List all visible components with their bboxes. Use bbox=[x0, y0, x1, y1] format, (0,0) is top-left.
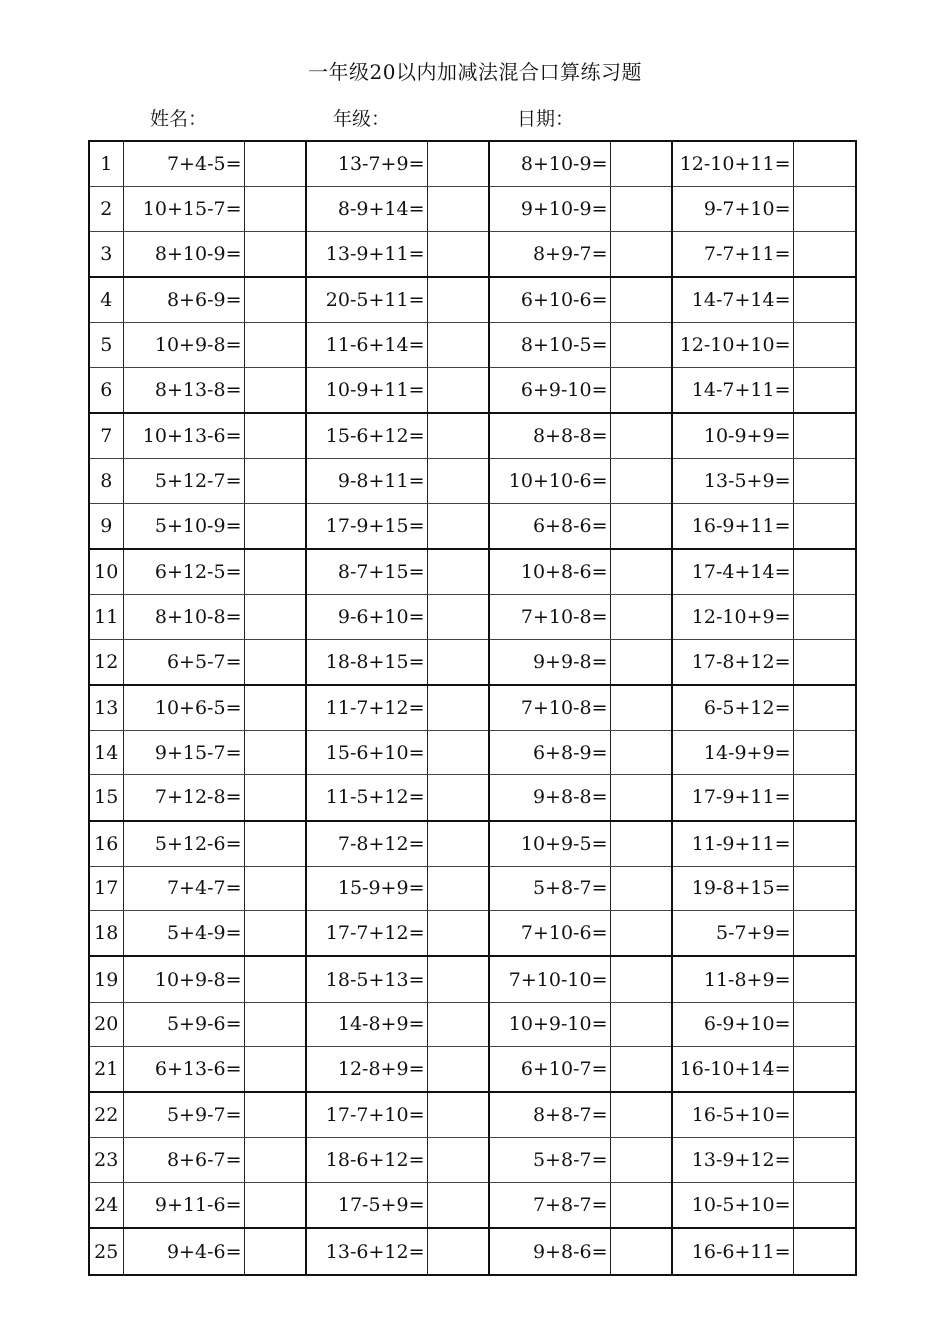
problem-expression: 8+10-5= bbox=[489, 323, 610, 368]
problem-expression: 6+5-7= bbox=[123, 639, 244, 685]
problem-expression: 18-5+13= bbox=[306, 956, 427, 1002]
problem-expression: 13-9+12= bbox=[672, 1138, 793, 1183]
table-row bbox=[89, 775, 856, 821]
problem-expression: 8+9-7= bbox=[489, 231, 610, 277]
answer-cell[interactable] bbox=[610, 1092, 672, 1138]
problem-expression: 16-9+11= bbox=[672, 503, 793, 549]
problem-expression: 10-9+11= bbox=[306, 367, 427, 413]
answer-cell[interactable] bbox=[244, 775, 306, 821]
row-number: 9 bbox=[89, 503, 123, 549]
answer-cell[interactable] bbox=[610, 956, 672, 1002]
problem-expression: 18-8+15= bbox=[306, 639, 427, 685]
answer-cell[interactable] bbox=[244, 323, 306, 368]
answer-cell[interactable] bbox=[427, 956, 489, 1002]
answer-cell[interactable] bbox=[793, 1092, 856, 1138]
problem-expression: 6+13-6= bbox=[123, 1047, 244, 1093]
answer-cell[interactable] bbox=[793, 1228, 856, 1275]
answer-cell[interactable] bbox=[427, 141, 489, 187]
table-row bbox=[89, 730, 856, 775]
answer-cell[interactable] bbox=[793, 503, 856, 549]
problem-expression: 16-6+11= bbox=[672, 1228, 793, 1275]
problem-expression: 10-9+9= bbox=[672, 413, 793, 459]
problem-expression: 5+4-9= bbox=[123, 911, 244, 957]
answer-cell[interactable] bbox=[244, 639, 306, 685]
problem-expression: 18-6+12= bbox=[306, 1138, 427, 1183]
answer-cell[interactable] bbox=[427, 1002, 489, 1047]
answer-cell[interactable] bbox=[244, 458, 306, 503]
row-number: 13 bbox=[89, 685, 123, 731]
answer-cell[interactable] bbox=[244, 821, 306, 867]
problem-expression: 12-10+10= bbox=[672, 323, 793, 368]
table-row bbox=[89, 1183, 856, 1229]
problem-expression: 6+8-6= bbox=[489, 503, 610, 549]
answer-cell[interactable] bbox=[427, 1047, 489, 1093]
problem-expression: 11-8+9= bbox=[672, 956, 793, 1002]
problem-expression: 7+10-8= bbox=[489, 594, 610, 639]
table-row bbox=[89, 458, 856, 503]
answer-cell[interactable] bbox=[793, 277, 856, 323]
page-title: 一年级20以内加减法混合口算练习题 bbox=[308, 60, 642, 84]
answer-cell[interactable] bbox=[244, 231, 306, 277]
problem-expression: 5+8-7= bbox=[489, 866, 610, 911]
problem-expression: 19-8+15= bbox=[672, 866, 793, 911]
table-row bbox=[89, 1047, 856, 1093]
problem-expression: 8+6-9= bbox=[123, 277, 244, 323]
problem-expression: 7+12-8= bbox=[123, 775, 244, 821]
table-row bbox=[89, 503, 856, 549]
problem-expression: 14-7+11= bbox=[672, 367, 793, 413]
table-row bbox=[89, 367, 856, 413]
problem-expression: 9+4-6= bbox=[123, 1228, 244, 1275]
answer-cell[interactable] bbox=[793, 1138, 856, 1183]
answer-cell[interactable] bbox=[244, 594, 306, 639]
table-row bbox=[89, 594, 856, 639]
row-number: 20 bbox=[89, 1002, 123, 1047]
problem-expression: 13-9+11= bbox=[306, 231, 427, 277]
answer-cell[interactable] bbox=[793, 1183, 856, 1229]
problem-expression: 8+6-7= bbox=[123, 1138, 244, 1183]
answer-cell[interactable] bbox=[793, 458, 856, 503]
answer-cell[interactable] bbox=[427, 323, 489, 368]
problem-expression: 17-4+14= bbox=[672, 549, 793, 595]
problem-expression: 12-8+9= bbox=[306, 1047, 427, 1093]
answer-cell[interactable] bbox=[427, 187, 489, 232]
table-row bbox=[89, 323, 856, 368]
answer-cell[interactable] bbox=[793, 413, 856, 459]
problem-expression: 10+6-5= bbox=[123, 685, 244, 731]
answer-cell[interactable] bbox=[244, 187, 306, 232]
answer-cell[interactable] bbox=[793, 775, 856, 821]
problem-expression: 5+9-7= bbox=[123, 1092, 244, 1138]
answer-cell[interactable] bbox=[427, 277, 489, 323]
answer-cell[interactable] bbox=[610, 1138, 672, 1183]
row-number: 12 bbox=[89, 639, 123, 685]
problem-expression: 17-7+12= bbox=[306, 911, 427, 957]
problem-expression: 9-7+10= bbox=[672, 187, 793, 232]
row-number: 5 bbox=[89, 323, 123, 368]
problem-expression: 7-8+12= bbox=[306, 821, 427, 867]
answer-cell[interactable] bbox=[244, 277, 306, 323]
problem-expression: 7+4-7= bbox=[123, 866, 244, 911]
answer-cell[interactable] bbox=[793, 323, 856, 368]
problem-expression: 6+8-9= bbox=[489, 730, 610, 775]
answer-cell[interactable] bbox=[427, 503, 489, 549]
answer-cell[interactable] bbox=[610, 367, 672, 413]
row-number: 15 bbox=[89, 775, 123, 821]
answer-cell[interactable] bbox=[793, 1002, 856, 1047]
problem-expression: 13-5+9= bbox=[672, 458, 793, 503]
problem-expression: 14-9+9= bbox=[672, 730, 793, 775]
answer-cell[interactable] bbox=[244, 367, 306, 413]
row-number: 10 bbox=[89, 549, 123, 595]
answer-cell[interactable] bbox=[610, 231, 672, 277]
table-row bbox=[89, 1138, 856, 1183]
table-row bbox=[89, 639, 856, 685]
answer-cell[interactable] bbox=[427, 775, 489, 821]
problem-expression: 9+8-6= bbox=[489, 1228, 610, 1275]
answer-cell[interactable] bbox=[610, 1228, 672, 1275]
row-number: 4 bbox=[89, 277, 123, 323]
answer-cell[interactable] bbox=[427, 1183, 489, 1229]
answer-cell[interactable] bbox=[427, 1138, 489, 1183]
table-row bbox=[89, 821, 856, 867]
answer-cell[interactable] bbox=[427, 639, 489, 685]
answer-cell[interactable] bbox=[793, 639, 856, 685]
date-label: 日期： bbox=[517, 108, 575, 130]
answer-cell[interactable] bbox=[610, 1002, 672, 1047]
problem-expression: 5+8-7= bbox=[489, 1138, 610, 1183]
answer-cell[interactable] bbox=[427, 367, 489, 413]
problem-expression: 6-5+12= bbox=[672, 685, 793, 731]
problem-expression: 17-5+9= bbox=[306, 1183, 427, 1229]
answer-cell[interactable] bbox=[793, 911, 856, 957]
problem-expression: 10+9-5= bbox=[489, 821, 610, 867]
row-number: 22 bbox=[89, 1092, 123, 1138]
problem-expression: 5+12-7= bbox=[123, 458, 244, 503]
problem-expression: 6+12-5= bbox=[123, 549, 244, 595]
problem-expression: 10-5+10= bbox=[672, 1183, 793, 1229]
problem-expression: 11-7+12= bbox=[306, 685, 427, 731]
answer-cell[interactable] bbox=[610, 1047, 672, 1093]
answer-cell[interactable] bbox=[793, 594, 856, 639]
answer-cell[interactable] bbox=[793, 141, 856, 187]
problem-expression: 10+9-8= bbox=[123, 956, 244, 1002]
row-number: 6 bbox=[89, 367, 123, 413]
answer-cell[interactable] bbox=[244, 685, 306, 731]
problem-expression: 8-9+14= bbox=[306, 187, 427, 232]
answer-cell[interactable] bbox=[793, 685, 856, 731]
answer-cell[interactable] bbox=[244, 1092, 306, 1138]
table-row bbox=[89, 866, 856, 911]
answer-cell[interactable] bbox=[427, 458, 489, 503]
problem-expression: 6-9+10= bbox=[672, 1002, 793, 1047]
answer-cell[interactable] bbox=[244, 1228, 306, 1275]
problem-expression: 9+11-6= bbox=[123, 1183, 244, 1229]
answer-cell[interactable] bbox=[610, 141, 672, 187]
problem-expression: 7+8-7= bbox=[489, 1183, 610, 1229]
answer-cell[interactable] bbox=[244, 549, 306, 595]
row-number: 17 bbox=[89, 866, 123, 911]
answer-cell[interactable] bbox=[244, 1183, 306, 1229]
answer-cell[interactable] bbox=[427, 231, 489, 277]
problem-expression: 12-10+11= bbox=[672, 141, 793, 187]
answer-cell[interactable] bbox=[244, 1002, 306, 1047]
problem-expression: 8+10-9= bbox=[123, 231, 244, 277]
problem-expression: 15-6+12= bbox=[306, 413, 427, 459]
answer-cell[interactable] bbox=[244, 1138, 306, 1183]
problem-expression: 7+10-6= bbox=[489, 911, 610, 957]
answer-cell[interactable] bbox=[793, 231, 856, 277]
table-row bbox=[89, 1092, 856, 1138]
answer-cell[interactable] bbox=[610, 639, 672, 685]
problem-expression: 9+9-8= bbox=[489, 639, 610, 685]
answer-cell[interactable] bbox=[610, 458, 672, 503]
problem-expression: 10+13-6= bbox=[123, 413, 244, 459]
table-row bbox=[89, 549, 856, 595]
answer-cell[interactable] bbox=[610, 413, 672, 459]
table-row bbox=[89, 413, 856, 459]
problem-expression: 7+10-10= bbox=[489, 956, 610, 1002]
answer-cell[interactable] bbox=[793, 866, 856, 911]
answer-cell[interactable] bbox=[793, 956, 856, 1002]
answer-cell[interactable] bbox=[427, 413, 489, 459]
problem-expression: 9+10-9= bbox=[489, 187, 610, 232]
problem-expression: 5-7+9= bbox=[672, 911, 793, 957]
answer-cell[interactable] bbox=[244, 503, 306, 549]
table-row bbox=[89, 187, 856, 232]
problem-expression: 8+8-8= bbox=[489, 413, 610, 459]
answer-cell[interactable] bbox=[610, 187, 672, 232]
answer-cell[interactable] bbox=[427, 911, 489, 957]
answer-cell[interactable] bbox=[244, 1047, 306, 1093]
answer-cell[interactable] bbox=[610, 594, 672, 639]
problem-expression: 8+10-9= bbox=[489, 141, 610, 187]
row-number: 7 bbox=[89, 413, 123, 459]
table-row bbox=[89, 141, 856, 187]
row-number: 24 bbox=[89, 1183, 123, 1229]
answer-cell[interactable] bbox=[244, 866, 306, 911]
problem-expression: 15-6+10= bbox=[306, 730, 427, 775]
row-number: 2 bbox=[89, 187, 123, 232]
table-row bbox=[89, 1228, 856, 1275]
problem-expression: 16-5+10= bbox=[672, 1092, 793, 1138]
answer-cell[interactable] bbox=[793, 730, 856, 775]
problem-expression: 9-8+11= bbox=[306, 458, 427, 503]
row-number: 1 bbox=[89, 141, 123, 187]
answer-cell[interactable] bbox=[427, 1092, 489, 1138]
row-number: 8 bbox=[89, 458, 123, 503]
problem-expression: 10+9-8= bbox=[123, 323, 244, 368]
problem-expression: 8+13-8= bbox=[123, 367, 244, 413]
answer-cell[interactable] bbox=[427, 685, 489, 731]
problem-expression: 17-7+10= bbox=[306, 1092, 427, 1138]
answer-cell[interactable] bbox=[793, 367, 856, 413]
answer-cell[interactable] bbox=[427, 730, 489, 775]
table-row bbox=[89, 1002, 856, 1047]
problem-expression: 5+12-6= bbox=[123, 821, 244, 867]
problem-expression: 8-7+15= bbox=[306, 549, 427, 595]
exercise-table bbox=[88, 140, 857, 1276]
table-row bbox=[89, 956, 856, 1002]
problem-expression: 13-7+9= bbox=[306, 141, 427, 187]
problem-expression: 13-6+12= bbox=[306, 1228, 427, 1275]
answer-cell[interactable] bbox=[244, 911, 306, 957]
row-number: 23 bbox=[89, 1138, 123, 1183]
answer-cell[interactable] bbox=[610, 277, 672, 323]
answer-cell[interactable] bbox=[244, 956, 306, 1002]
table-row bbox=[89, 277, 856, 323]
problem-expression: 17-9+11= bbox=[672, 775, 793, 821]
problem-expression: 6+10-6= bbox=[489, 277, 610, 323]
answer-cell[interactable] bbox=[793, 549, 856, 595]
answer-cell[interactable] bbox=[610, 549, 672, 595]
answer-cell[interactable] bbox=[427, 594, 489, 639]
problem-expression: 6+10-7= bbox=[489, 1047, 610, 1093]
problem-expression: 9-6+10= bbox=[306, 594, 427, 639]
problem-expression: 17-8+12= bbox=[672, 639, 793, 685]
problem-expression: 11-9+11= bbox=[672, 821, 793, 867]
problem-expression: 5+10-9= bbox=[123, 503, 244, 549]
problem-expression: 10+8-6= bbox=[489, 549, 610, 595]
row-number: 11 bbox=[89, 594, 123, 639]
row-number: 19 bbox=[89, 956, 123, 1002]
answer-cell[interactable] bbox=[610, 911, 672, 957]
row-number: 18 bbox=[89, 911, 123, 957]
problem-expression: 12-10+9= bbox=[672, 594, 793, 639]
problem-expression: 8+10-8= bbox=[123, 594, 244, 639]
problem-expression: 10+10-6= bbox=[489, 458, 610, 503]
row-number: 3 bbox=[89, 231, 123, 277]
answer-cell[interactable] bbox=[610, 323, 672, 368]
table-row bbox=[89, 231, 856, 277]
problem-expression: 11-5+12= bbox=[306, 775, 427, 821]
answer-cell[interactable] bbox=[610, 821, 672, 867]
answer-cell[interactable] bbox=[610, 730, 672, 775]
answer-cell[interactable] bbox=[427, 866, 489, 911]
problem-expression: 7+10-8= bbox=[489, 685, 610, 731]
problem-expression: 14-8+9= bbox=[306, 1002, 427, 1047]
row-number: 16 bbox=[89, 821, 123, 867]
answer-cell[interactable] bbox=[244, 141, 306, 187]
name-label: 姓名： bbox=[150, 108, 208, 130]
answer-cell[interactable] bbox=[610, 866, 672, 911]
problem-expression: 20-5+11= bbox=[306, 277, 427, 323]
problem-expression: 11-6+14= bbox=[306, 323, 427, 368]
problem-expression: 8+8-7= bbox=[489, 1092, 610, 1138]
answer-cell[interactable] bbox=[427, 1228, 489, 1275]
answer-cell[interactable] bbox=[427, 821, 489, 867]
table-row bbox=[89, 685, 856, 731]
problem-expression: 5+9-6= bbox=[123, 1002, 244, 1047]
answer-cell[interactable] bbox=[244, 730, 306, 775]
problem-expression: 15-9+9= bbox=[306, 866, 427, 911]
problem-expression: 10+15-7= bbox=[123, 187, 244, 232]
problem-expression: 9+15-7= bbox=[123, 730, 244, 775]
answer-cell[interactable] bbox=[427, 549, 489, 595]
problem-expression: 10+9-10= bbox=[489, 1002, 610, 1047]
answer-cell[interactable] bbox=[610, 685, 672, 731]
problem-expression: 17-9+15= bbox=[306, 503, 427, 549]
problem-expression: 7-7+11= bbox=[672, 231, 793, 277]
row-number: 21 bbox=[89, 1047, 123, 1093]
answer-cell[interactable] bbox=[610, 775, 672, 821]
problem-expression: 6+9-10= bbox=[489, 367, 610, 413]
answer-cell[interactable] bbox=[610, 1183, 672, 1229]
answer-cell[interactable] bbox=[610, 503, 672, 549]
answer-cell[interactable] bbox=[793, 187, 856, 232]
row-number: 14 bbox=[89, 730, 123, 775]
answer-cell[interactable] bbox=[793, 821, 856, 867]
problem-expression: 7+4-5= bbox=[123, 141, 244, 187]
answer-cell[interactable] bbox=[244, 413, 306, 459]
problem-expression: 14-7+14= bbox=[672, 277, 793, 323]
grade-label: 年级： bbox=[333, 108, 391, 130]
answer-cell[interactable] bbox=[793, 1047, 856, 1093]
row-number: 25 bbox=[89, 1228, 123, 1275]
table-row bbox=[89, 911, 856, 957]
problem-expression: 9+8-8= bbox=[489, 775, 610, 821]
problem-expression: 16-10+14= bbox=[672, 1047, 793, 1093]
